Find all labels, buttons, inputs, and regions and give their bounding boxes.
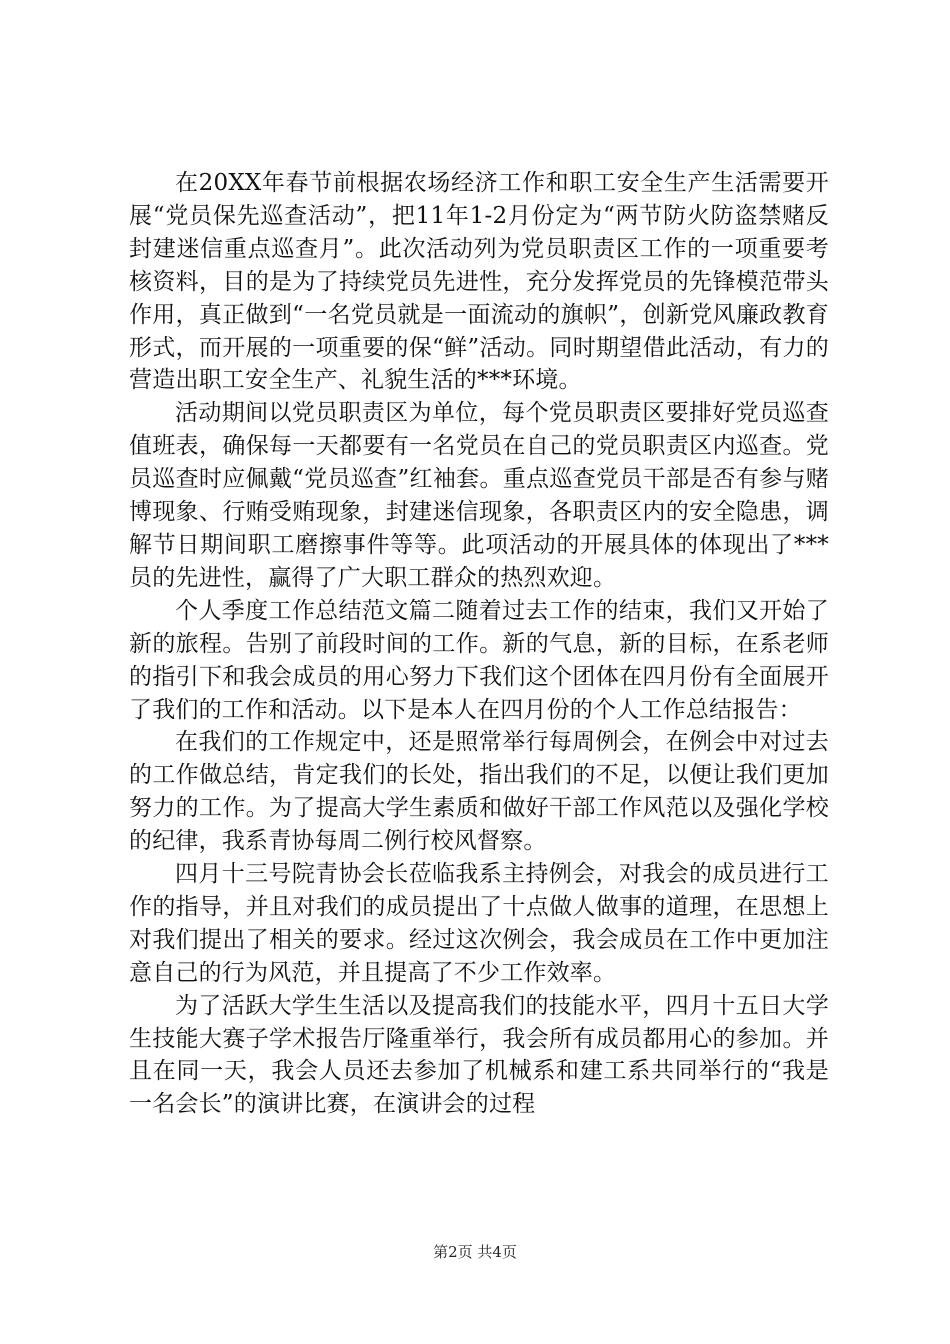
document-body: [129, 167, 829, 1121]
page-number-footer: 第2页 共4页: [433, 1243, 517, 1261]
paragraph-6: 为了活跃大学生生活以及提高我们的技能水平，四月十五日大学生技能大赛子学术报告厅隆重举行，我会所有成员都用心的参加。并且在同一天，我会人员还去参加了机械系和建工系共同举行的“我是一名会长”的演讲比赛，在演讲会的过程: [129, 992, 829, 1118]
paragraph-3: 个人季度工作总结范文篇二随着过去工作的结束，我们又开始了新的旅程。告别了前段时间的工作。新的气息，新的目标，在系老师的指引下和我会成员的用心努力下我们这个团体在四月份有全面展开了我们的工作和活动。以下是本人在四月份的个人工作总结报告：: [129, 597, 829, 723]
paragraph-5: 四月十三号院青协会长莅临我系主持例会，对我会的成员进行工作的指导，并且对我们的成员提出了十点做人做事的道理，在思想上对我们提出了相关的要求。经过这次例会，我会成员在工作中更加注意自己的行为风范，并且提高了不少工作效率。: [129, 861, 829, 986]
paragraph-2: 活动期间以党员职责区为单位，每个党员职责区要排好党员巡查值班表，确保每一天都要有一名党员在自己的党员职责区内巡查。党员巡查时应佩戴“党员巡查”红袖套。重点巡查党员干部是否有参与赌博现象、行贿受贿现象，封建迷信现象，各职责区内的安全隐患，调解节日期间职工磨擦事件等等。此项活动的开展具体的体现出了***员的先进性，赢得了广大职工群众的热烈欢迎。: [129, 400, 829, 591]
paragraph-4: 在我们的工作规定中，还是照常举行每周例会，在例会中对过去的工作做总结，肯定我们的长处，指出我们的不足，以便让我们更加努力的工作。为了提高大学生素质和做好干部工作风范以及强化学校的纪律，我系青协每周二例行校风督察。: [129, 729, 829, 855]
paragraph-1: 在20XX年春节前根据农场经济工作和职工安全生产生活需要开展“党员保先巡查活动”，把11年1-2月份定为“两节防火防盗禁赌反封建迷信重点巡查月”。此次活动列为党员职责区工作的一项重要考核资料，目的是为了持续党员先进性，充分发挥党员的先锋模范带头作用，真正做到“一名党员就是一面流动的旗帜”，创新党风廉政教育形式，而开展的一项重要的保“鲜”活动。同时期望借此活动，有力的营造出职工安全生产、礼貌生活的***环境。: [129, 170, 829, 394]
